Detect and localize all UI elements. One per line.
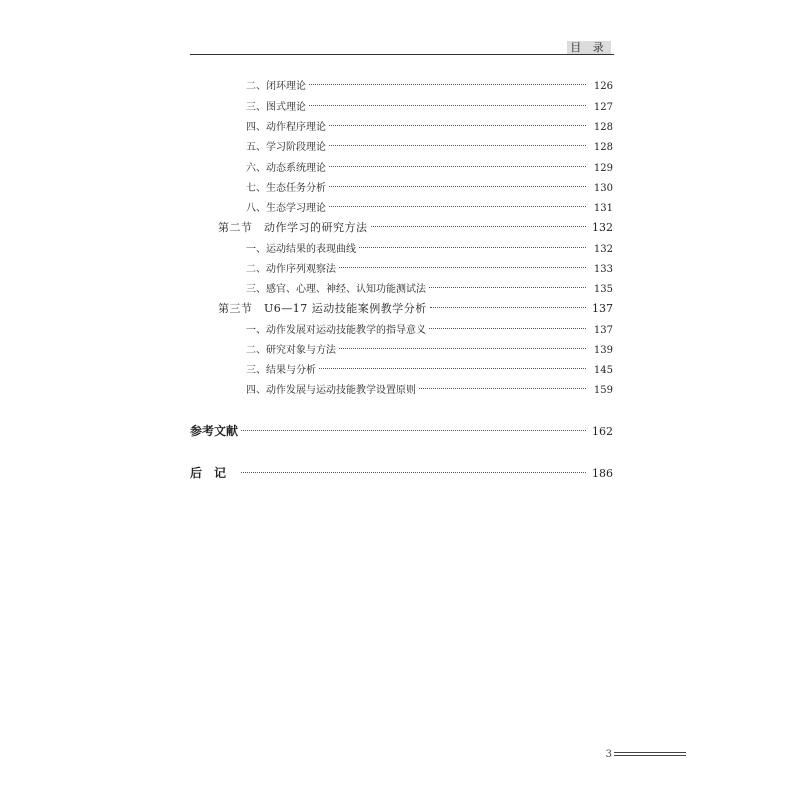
- toc-entry[interactable]: [246, 98, 613, 113]
- dot-leader: [329, 186, 586, 187]
- footer-rule: [614, 752, 686, 753]
- toc-chapter-entry[interactable]: [190, 464, 613, 481]
- toc-entry-page: 139: [593, 345, 613, 356]
- toc-entry-title: 三、感官、心理、神经、认知功能测试法: [246, 284, 426, 295]
- dot-leader: [319, 368, 586, 369]
- dot-leader: [329, 145, 586, 146]
- toc-entry-page: 133: [593, 264, 613, 275]
- header-rule: [190, 54, 614, 55]
- dot-leader: [339, 267, 586, 268]
- toc-entry[interactable]: [246, 381, 613, 396]
- dot-leader: [359, 247, 586, 248]
- toc-entry-title: 一、运动结果的表现曲线: [246, 244, 356, 255]
- dot-leader: [339, 348, 586, 349]
- toc-entry-title: 五、学习阶段理论: [246, 142, 326, 153]
- toc-entry-title: 四、动作发展与运动技能教学设置原则: [246, 385, 416, 396]
- dot-leader: [241, 472, 586, 473]
- toc-entry-page: 131: [593, 203, 613, 214]
- toc-entry-page: 129: [593, 163, 613, 174]
- dot-leader: [309, 84, 586, 85]
- toc-entry-page: 162: [592, 425, 613, 438]
- toc-entry[interactable]: [246, 280, 613, 295]
- toc-entry[interactable]: [246, 138, 613, 153]
- toc-entry[interactable]: [246, 361, 613, 376]
- dot-leader: [419, 388, 586, 389]
- dot-leader: [329, 206, 586, 207]
- toc-entry-title: 八、生态学习理论: [246, 203, 326, 214]
- dot-leader: [329, 125, 586, 126]
- toc-entry-page: 137: [593, 325, 613, 336]
- toc-entry-title: 四、动作程序理论: [246, 122, 326, 133]
- toc-entry-title: 参考文献: [190, 424, 239, 438]
- toc-entry-title: 六、动态系统理论: [246, 163, 326, 174]
- dot-leader: [429, 328, 586, 329]
- footer-rule: [614, 755, 686, 756]
- toc-entry[interactable]: [246, 199, 613, 214]
- toc-chapter-entry[interactable]: [190, 422, 613, 439]
- toc-entry[interactable]: [246, 179, 613, 194]
- dot-leader: [430, 307, 586, 308]
- toc-entry-page: 130: [593, 183, 613, 194]
- toc-entry-page: 186: [592, 467, 613, 480]
- toc-entry-title: 七、生态任务分析: [246, 183, 326, 194]
- dot-leader: [241, 430, 586, 431]
- page-number: 3: [605, 749, 612, 760]
- header-label: 目 录: [567, 41, 611, 54]
- toc-entry-page: 126: [593, 81, 613, 92]
- toc-entry[interactable]: [246, 77, 613, 92]
- toc-entry-page: 127: [593, 102, 613, 113]
- dot-leader: [329, 166, 586, 167]
- toc-entry-title: 二、动作序列观察法: [246, 264, 336, 275]
- toc-entry-page: 128: [593, 122, 613, 133]
- toc-entry-title: 第三节 U6—17 运动技能案例教学分析: [218, 302, 427, 315]
- toc-entry[interactable]: [246, 118, 613, 133]
- toc-section-entry[interactable]: [218, 219, 613, 235]
- toc-entry-title: 三、结果与分析: [246, 365, 316, 376]
- toc-entry-page: 135: [593, 284, 613, 295]
- toc-entry-page: 132: [592, 221, 613, 234]
- toc-entry[interactable]: [246, 260, 613, 275]
- toc-entry-title: 三、图式理论: [246, 102, 306, 113]
- toc-entry[interactable]: [246, 321, 613, 336]
- toc-entry-page: 132: [593, 244, 613, 255]
- toc-entry-page: 159: [593, 385, 613, 396]
- toc-entry-page: 145: [593, 365, 613, 376]
- toc-entry-title: 二、研究对象与方法: [246, 345, 336, 356]
- toc-entry[interactable]: [246, 341, 613, 356]
- toc-entry-title: 一、动作发展对运动技能教学的指导意义: [246, 325, 426, 336]
- toc-entry-title: 后记: [190, 466, 239, 480]
- dot-leader: [309, 105, 586, 106]
- toc-entry[interactable]: [246, 159, 613, 174]
- toc-entry-page: 128: [593, 142, 613, 153]
- toc-entry-title: 第二节 动作学习的研究方法: [218, 221, 368, 234]
- toc-entry-title: 二、闭环理论: [246, 81, 306, 92]
- dot-leader: [429, 287, 586, 288]
- toc-section-entry[interactable]: [218, 300, 613, 316]
- toc-entry[interactable]: [246, 240, 613, 255]
- toc-entry-page: 137: [592, 302, 613, 315]
- dot-leader: [371, 226, 587, 227]
